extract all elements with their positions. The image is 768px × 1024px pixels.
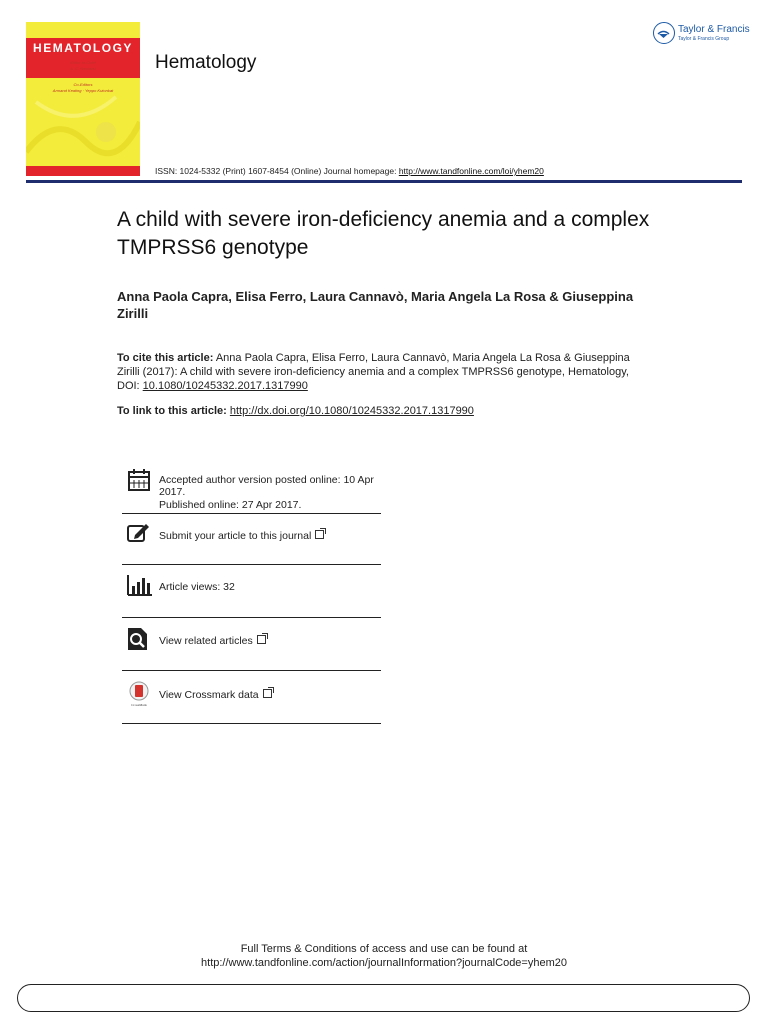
article-url-link[interactable]: http://dx.doi.org/10.1080/10245332.2017.1317990	[229, 405, 474, 417]
footer-frame	[17, 984, 750, 1012]
calendar-icon	[127, 468, 151, 492]
cover-editor-name: A. C. Newland	[70, 66, 96, 71]
crossmark-label: View Crossmark data	[159, 689, 259, 701]
crossmark-badge-label: CrossMark	[131, 703, 147, 707]
taylor-francis-icon	[653, 22, 675, 44]
submit-article-label: Submit your article to this journal	[159, 530, 312, 542]
header-rule	[26, 180, 742, 183]
cover-editors-label: Editor-in-Chief	[70, 60, 96, 65]
article-info-panel	[122, 462, 381, 724]
cover-footer-band	[26, 166, 140, 176]
crossmark-icon	[127, 681, 151, 707]
submit-article-link[interactable]	[159, 530, 324, 542]
external-link-icon	[263, 689, 272, 698]
accepted-date: Accepted author version posted online: 10 Apr 2017.	[159, 474, 374, 498]
related-articles-icon	[127, 627, 149, 651]
cover-title: HEMATOLOGY	[33, 41, 133, 55]
crossmark-link[interactable]	[159, 689, 272, 701]
link-label: To link to this article:	[117, 405, 230, 417]
publisher-name: Taylor & Francis	[678, 24, 750, 35]
article-link-line	[117, 405, 474, 417]
submit-article-row[interactable]	[122, 514, 381, 565]
publisher-group: Taylor & Francis Group	[678, 36, 730, 42]
related-articles-row[interactable]	[122, 618, 381, 671]
cite-label: To cite this article:	[117, 352, 214, 364]
issn-line	[155, 166, 544, 176]
citation-block	[117, 351, 637, 393]
related-articles-label: View related articles	[159, 635, 253, 647]
journal-cover	[26, 22, 140, 176]
cover-co-editors-label: Co-Editors	[73, 82, 93, 87]
external-link-icon	[257, 635, 266, 644]
journal-name: Hematology	[155, 52, 257, 73]
cover-co-editors: Armand Keating · Yeppo Kutonkat	[52, 88, 114, 93]
doi-link[interactable]: 10.1080/10245332.2017.1317990	[142, 380, 308, 392]
cover-artwork	[26, 92, 140, 166]
issn-text: ISSN: 1024-5332 (Print) 1607-8454 (Online) Journal homepage:	[155, 166, 399, 176]
bar-chart-icon	[127, 574, 153, 596]
external-link-icon	[315, 530, 324, 539]
article-views: Article views: 32	[159, 581, 235, 593]
article-authors: Anna Paola Capra, Elisa Ferro, Laura Cannavò, Maria Angela La Rosa & Giuseppina Zirilli	[117, 289, 634, 321]
journal-homepage-link[interactable]: http://www.tandfonline.com/loi/yhem20	[398, 166, 544, 176]
crossmark-row[interactable]	[122, 671, 381, 724]
edit-icon	[127, 521, 151, 543]
terms-line-1: Full Terms & Conditions of access and use can be found at	[240, 943, 528, 955]
publication-dates-row	[122, 462, 381, 514]
article-title: A child with severe iron-deficiency anemia and a complex TMPRSS6 genotype	[117, 208, 650, 259]
terms-url[interactable]: http://www.tandfonline.com/action/journalInformation?journalCode=yhem20	[201, 957, 567, 969]
cite-text: Anna Paola Capra, Elisa Ferro, Laura Cannavò, Maria Angela La Rosa & Giuseppina Zirilli (2017): A child with severe iron-deficiency anemia and a complex TMPRSS6 genotype, Hematology, DOI:	[117, 352, 630, 392]
terms-notice	[0, 942, 768, 970]
article-views-row	[122, 565, 381, 618]
published-date: Published online: 27 Apr 2017.	[159, 499, 302, 511]
related-articles-link[interactable]	[159, 635, 266, 647]
